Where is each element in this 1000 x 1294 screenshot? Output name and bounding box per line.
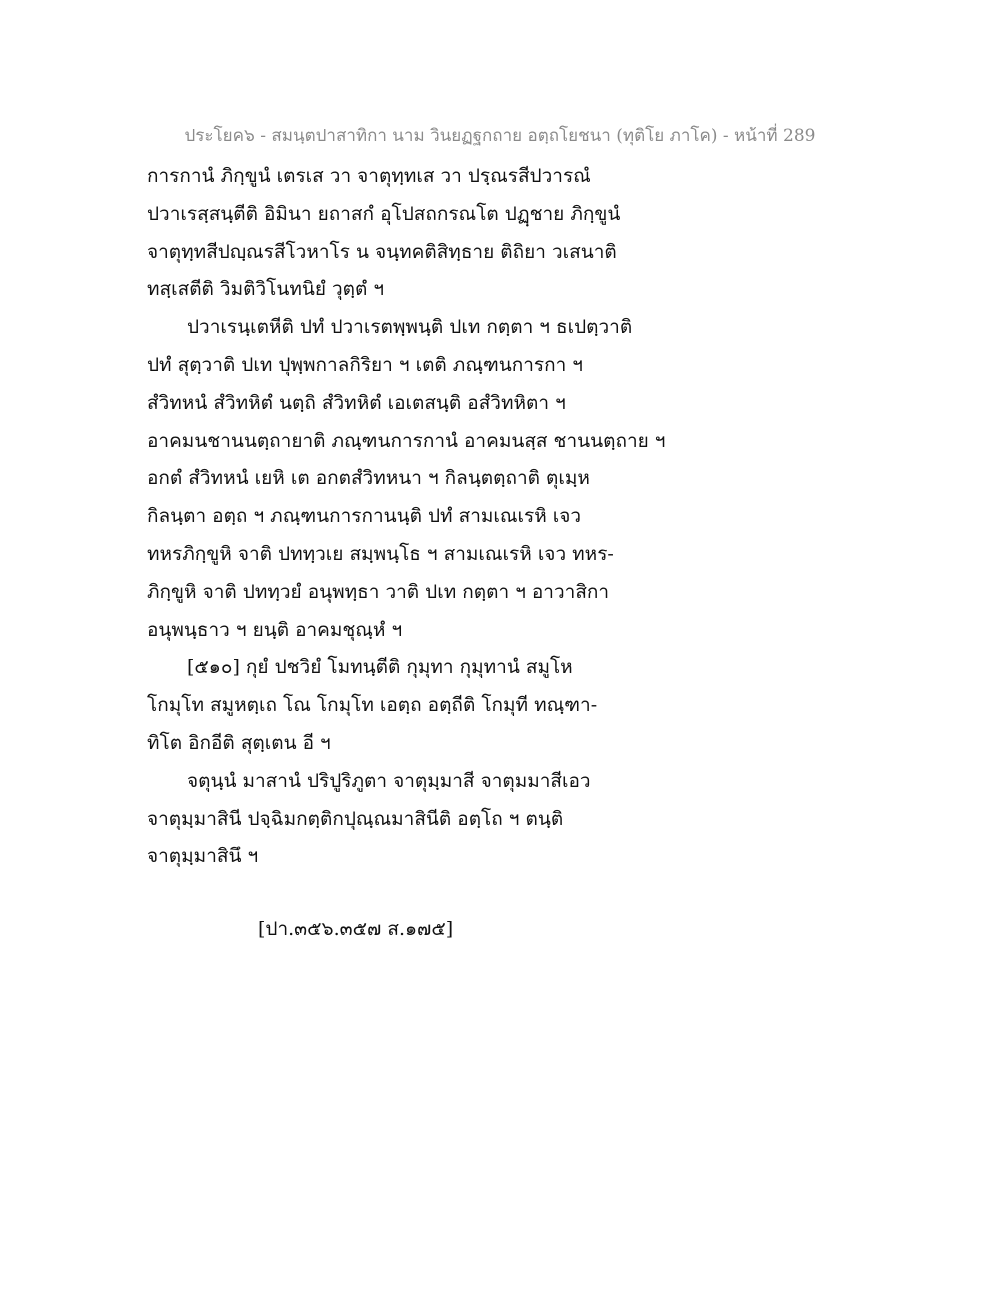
text-line: จาตุมฺมาสินึ ฯ	[147, 845, 259, 868]
text-line: ทสฺเสตีติ วิมติวิโนทนิยํ วุตฺตํ ฯ	[147, 278, 385, 301]
text-line: อกตํ สํวิทหนํ เยหิ เต อกตสํวิทหนา ฯ กิลนฺตตฺถาติ ตุเมฺห	[147, 467, 590, 490]
text-line: สํวิทหนํ สํวิทหิตํ นตฺถิ สํวิทหิตํ เอเตสนฺติ อสํวิทหิตา ฯ	[147, 391, 566, 414]
text-line: กิลนฺตา อตฺถ ฯ ภณฺฑนการกานนฺติ ปทํ สามเณเรหิ เจว	[147, 505, 582, 528]
text-line: ปวาเรสฺสนฺตีติ อิมินา ยถาสกํ อุโปสถกรณโต ปฏฺชาย ภิกฺขูนํ	[147, 202, 621, 225]
text-line: อนุพนฺธาว ฯ ยนฺติ อาคมชุณฺหํ ฯ	[147, 618, 403, 641]
page-reference: [ปา.๓๕๖.๓๕๗ ส.๑๗๕]	[258, 918, 454, 940]
text-line: อาคมนชานนตฺถายาติ ภณฺฑนการกานํ อาคมนสฺส ชานนตฺถาย ฯ	[147, 429, 666, 452]
running-header: ประโยค๖ - สมนฺตปาสาทิกา นาม วินยฏฐกถาย อตฺถโยชนา (ทุติโย ภาโค) - หน้าที่ 289	[184, 126, 816, 146]
text-line: ทหรภิกฺขูหิ จาติ ปททฺวเย สมฺพนฺโธ ฯ สามเณเรหิ เจว ทหร-	[147, 542, 614, 565]
text-line: โกมุโท สมูหตฺเถ โณ โกมุโท เอตฺถ อตฺถีติ โกมุที ทณฺฑา-	[147, 694, 598, 717]
text-line: ภิกฺขูหิ จาติ ปททฺวยํ อนุพทฺธา วาติ ปเท กตฺตา ฯ อาวาสิกา	[147, 580, 610, 603]
text-line: ทิโต อิกอีติ สุตฺเตน อี ฯ	[147, 731, 331, 754]
text-line: ปทํ สุตฺวาติ ปเท ปุพฺพกาลกิริยา ฯ เตติ ภณฺฑนการกา ฯ	[147, 353, 583, 376]
paragraph-first-line: จตุนฺนํ มาสานํ ปริปูริภูตา จาตุมฺมาสี จาตุมมาสีเอว	[187, 769, 591, 792]
paragraph-first-line: ปวาเรนฺเตหีติ ปทํ ปวาเรตพฺพนฺติ ปเท กตฺตา ฯ ธเปตฺวาติ	[187, 316, 633, 339]
body-text	[147, 158, 707, 876]
text-line: จาตุมฺมาสินี ปจฺฉิมกตฺติกปุณฺณมาสินีติ อตฺโถ ฯ ตนฺติ	[147, 807, 564, 830]
text-line: การกานํ ภิกฺขูนํ เตรเส วา จาตุทฺทเส วา ปรฺณรสีปวารณํ	[147, 165, 591, 187]
text-line: จาตุทฺทสีปญฺณรสีโวหาโร น จนฺทคติสิทฺธาย ติถิยา วเสนาติ	[147, 240, 617, 263]
paragraph-first-line: [๕๑๐] กุยํ ปชวิยํ โมทนฺตีติ กุมุทา กุมุทานํ สมูโห	[187, 656, 573, 679]
